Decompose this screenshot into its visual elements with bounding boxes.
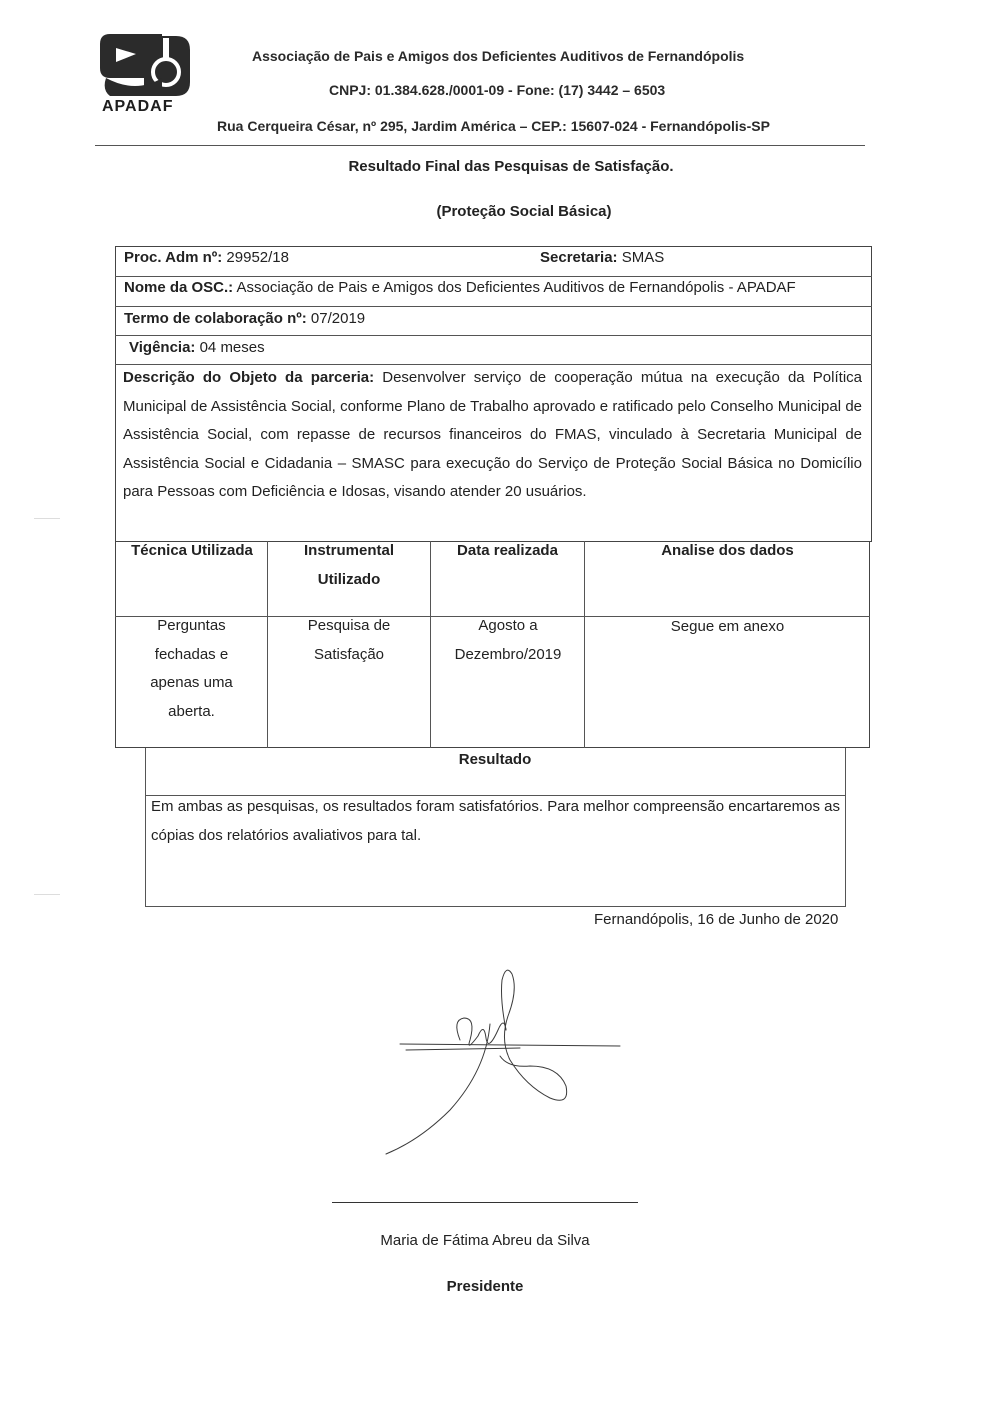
cell-analise: Segue em anexo [670,618,785,635]
address: Rua Cerqueira César, nº 295, Jardim América – CEP.: 15607-024 - Fernandópolis-SP [217,118,770,134]
vigencia-field [129,339,265,356]
methods-col-divider [584,541,585,748]
proc-adm-label: Proc. Adm nº: [124,249,223,266]
methods-col-divider [267,541,268,748]
header-tecnica: Técnica Utilizada [131,542,253,559]
scan-mark [34,894,60,895]
secretaria-value: SMAS [617,249,665,266]
descricao-field [123,364,862,507]
termo-label: Termo de colaboração nº: [124,310,307,327]
scan-mark [34,518,60,519]
methods-col-divider [430,541,431,748]
descricao-value: Desenvolver serviço de cooperação mútua na execução da Política Municipal de Assistência Social, conforme Plano de Trabalho aprovado e ratificado pelo Conselho Municipal de Assistência Social, com repasse de recursos financeiros do FMAS, vinculado à Secretaria Municipal de Assistência Social e Cidadania – SMASC para execução do Serviço de Proteção Social Básica no Domicílio para Pessoas com Deficiência e Idosas, visando atender 20 usuários. [123,369,862,501]
signatory-role: Presidente [446,1278,524,1295]
vigencia-value: 04 meses [195,339,265,356]
proc-adm-value: 29952/18 [222,249,289,266]
resultado-left-border [145,748,146,907]
header-instrumental: Instrumental Utilizado [303,542,394,588]
handwritten-signature [380,960,630,1160]
resultado-text: Em ambas as pesquisas, os resultados foram satisfatórios. Para melhor compreensão encartaremos as cópias dos relatórios avaliativos para tal. [151,798,840,844]
secretaria-field [540,249,664,266]
osc-label: Nome da OSC.: [124,279,234,296]
secretaria-label: Secretaria: [540,249,618,266]
page-subtitle: (Proteção Social Básica) [436,203,612,220]
cell-instrumental: Pesquisa de Satisfação [307,617,391,663]
apadaf-logo [96,32,194,118]
cell-data: Agosto a Dezembro/2019 [454,617,562,663]
signature-line [332,1202,638,1203]
resultado-right-border [845,748,846,907]
header-analise: Analise dos dados [661,542,794,559]
date-line: Fernandópolis, 16 de Junho de 2020 [594,911,839,928]
signatory-name: Maria de Fátima Abreu da Silva [380,1232,590,1249]
osc-field [124,279,796,296]
org-name: Associação de Pais e Amigos dos Deficientes Auditivos de Fernandópolis [252,48,745,64]
header-data: Data realizada [457,542,558,559]
resultado-label: Resultado [458,751,532,768]
resultado-bottom-border [145,906,845,907]
signature-scribble-icon [380,960,630,1160]
info-row-divider [115,335,872,336]
vigencia-label: Vigência: [129,339,196,356]
osc-value: Associação de Pais e Amigos dos Deficientes Auditivos de Fernandópolis - APADAF [233,279,796,296]
termo-field [124,310,365,327]
descricao-label: Descrição do Objeto da parceria: [123,369,375,386]
cell-tecnica: Perguntas fechadas e apenas uma aberta. [150,617,233,720]
info-row-divider [115,276,872,277]
termo-value: 07/2019 [306,310,366,327]
header-divider [95,145,865,146]
page-title: Resultado Final das Pesquisas de Satisfação. [348,158,674,175]
logo-text: APADAF [102,98,174,115]
proc-adm-field [124,249,289,266]
cnpj-phone: CNPJ: 01.384.628./0001-09 - Fone: (17) 3442 – 6503 [329,82,666,98]
info-row-divider [115,306,872,307]
